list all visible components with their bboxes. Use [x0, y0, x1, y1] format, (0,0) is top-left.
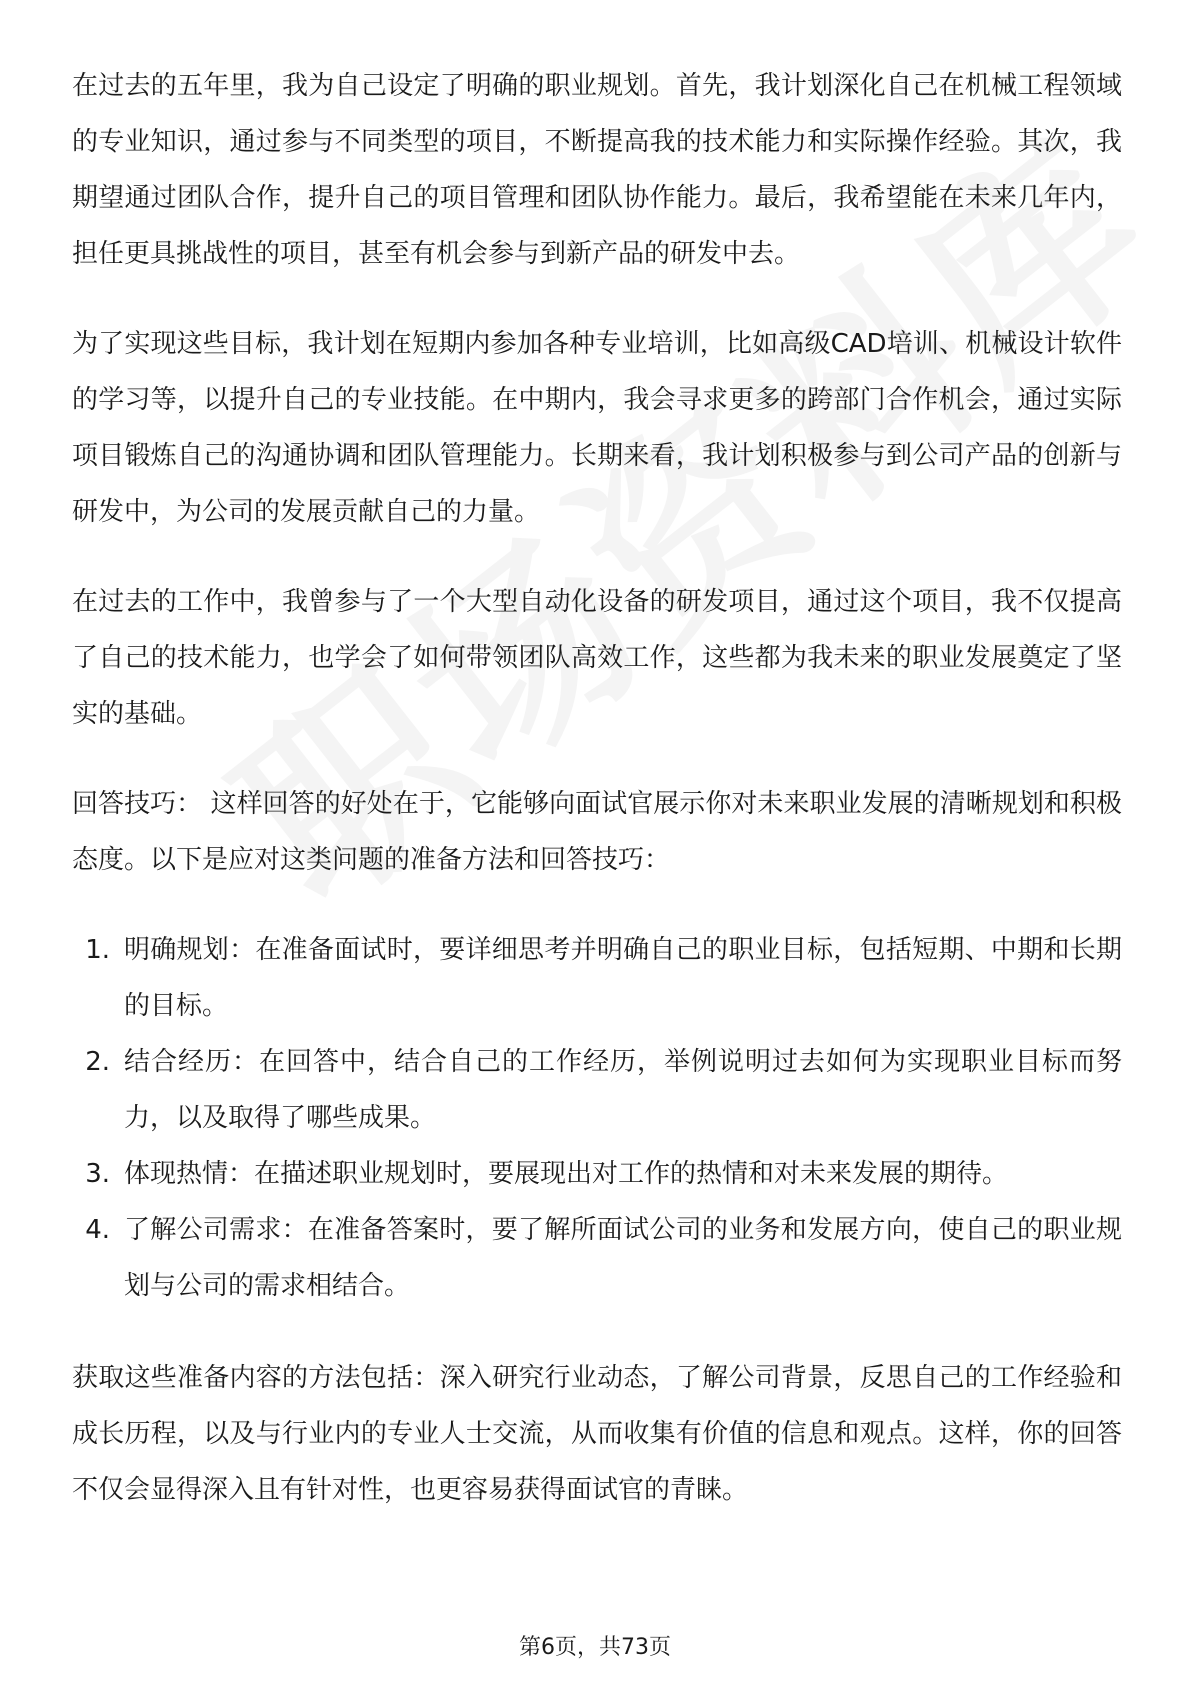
paragraph-goal-steps: 为了实现这些目标，我计划在短期内参加各种专业培训，比如高级CAD培训、机械设计软件的学习等，以提升自己的专业技能。在中期内，我会寻求更多的跨部门合作机会，通过实际项目锻炼自己的沟通协调和团队管理能力。长期来看，我计划积极参与到公司产品的创新与研发中，为公司的发展贡献自己的力量。	[72, 329, 1122, 527]
list-item	[72, 922, 1122, 1034]
list-item-number: 4.	[85, 1215, 110, 1245]
list-item	[72, 1034, 1122, 1146]
document-body	[72, 58, 1122, 1552]
list-item-text: 结合经历：在回答中，结合自己的工作经历，举例说明过去如何为实现职业目标而努力，以及取得了哪些成果。	[124, 1047, 1122, 1133]
list-item	[72, 1146, 1122, 1202]
paragraph-past-experience: 在过去的工作中，我曾参与了一个大型自动化设备的研发项目，通过这个项目，我不仅提高了自己的技术能力，也学会了如何带领团队高效工作，这些都为我未来的职业发展奠定了坚实的基础。	[72, 587, 1122, 729]
list-item-text: 体现热情：在描述职业规划时，要展现出对工作的热情和对未来发展的期待。	[124, 1159, 1009, 1189]
list-item-number: 2.	[85, 1047, 110, 1077]
paragraph-answer-tips: 回答技巧： 这样回答的好处在于，它能够向面试官展示你对未来职业发展的清晰规划和积极态度。以下是应对这类问题的准备方法和回答技巧：	[72, 789, 1122, 875]
list-item-text: 明确规划：在准备面试时，要详细思考并明确自己的职业目标，包括短期、中期和长期的目标。	[124, 935, 1122, 1021]
tips-list	[72, 922, 1122, 1314]
paragraph-career-plan: 在过去的五年里，我为自己设定了明确的职业规划。首先，我计划深化自己在机械工程领域的专业知识，通过参与不同类型的项目，不断提高我的技术能力和实际操作经验。其次，我期望通过团队合作，提升自己的项目管理和团队协作能力。最后，我希望能在未来几年内，担任更具挑战性的项目，甚至有机会参与到新产品的研发中去。	[72, 71, 1122, 269]
paragraph-preparation-methods: 获取这些准备内容的方法包括：深入研究行业动态，了解公司背景，反思自己的工作经验和成长历程，以及与行业内的专业人士交流，从而收集有价值的信息和观点。这样，你的回答不仅会显得深入且有针对性，也更容易获得面试官的青睐。	[72, 1363, 1122, 1505]
list-item	[72, 1202, 1122, 1314]
list-item-number: 3.	[85, 1159, 110, 1189]
list-item-number: 1.	[85, 935, 110, 965]
list-item-text: 了解公司需求：在准备答案时，要了解所面试公司的业务和发展方向，使自己的职业规划与公司的需求相结合。	[124, 1215, 1122, 1301]
page-number: 第6页，共73页	[519, 1635, 671, 1660]
